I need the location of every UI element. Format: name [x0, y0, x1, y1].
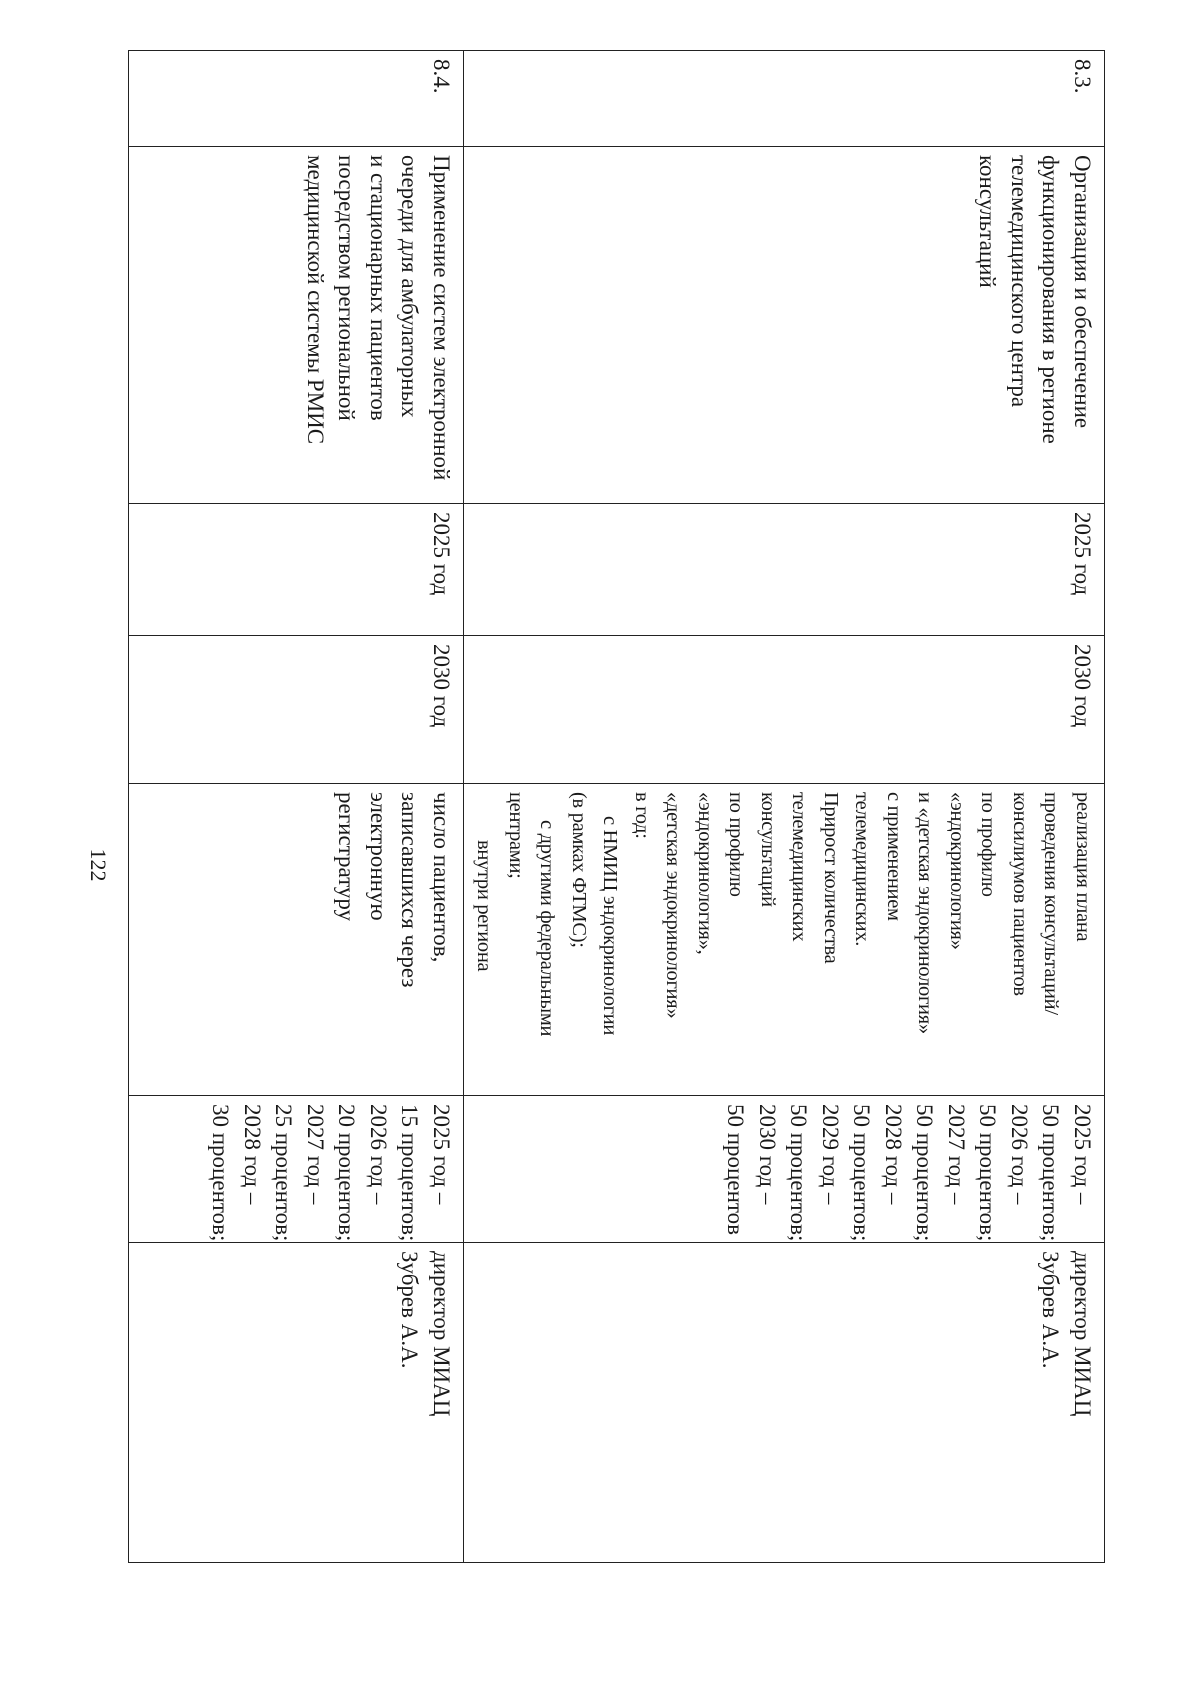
indicator-line: с НМИЦ эндокринологии	[599, 816, 622, 1036]
target-line: 2029 год –	[818, 1104, 843, 1205]
responsible-cell	[464, 1243, 1105, 1563]
row-number	[129, 51, 464, 147]
target-line: 50 процентов;	[849, 1104, 875, 1242]
target-line: 2030 год –	[755, 1104, 780, 1205]
indicator-line: по профилю	[977, 792, 1000, 897]
responsible-line: директор МИАЦ	[1070, 1251, 1095, 1417]
indicator-line: в год:	[631, 792, 653, 839]
target-line: 50 процентов;	[1038, 1104, 1064, 1242]
indicator-line: внутри региона	[473, 840, 496, 972]
responsible-line: Зубрев А.А.	[397, 1251, 423, 1369]
target-line: 50 процентов;	[786, 1104, 812, 1242]
indicator-line: с применением	[883, 792, 905, 921]
measure-cell	[129, 147, 464, 504]
table-row	[129, 51, 464, 1563]
target-line: 2028 год –	[240, 1104, 265, 1205]
indicator-line: телемедицинских	[788, 792, 811, 942]
target-line: 2026 год –	[366, 1104, 391, 1205]
table-row	[464, 51, 1105, 1563]
indicator-line: «эндокринология»,	[694, 792, 716, 955]
target-line: 15 процентов;	[397, 1104, 423, 1242]
measures-table	[128, 50, 1105, 1563]
indicator-line: консультаций	[757, 792, 779, 907]
document-table-container	[175, 50, 1105, 1562]
indicator-line: регистратуру	[334, 792, 360, 922]
target-line: 2028 год –	[881, 1104, 906, 1205]
indicator-line: «эндокринология»	[946, 792, 968, 950]
target-line: 2026 год –	[1007, 1104, 1032, 1205]
start-year: 2025 год	[429, 512, 454, 596]
end-year: 2030 год	[1070, 644, 1095, 728]
responsible-line: Зубрев А.А.	[1038, 1251, 1064, 1369]
target-line: 30 процентов;	[208, 1104, 234, 1242]
measure-line: очереди для амбулаторных	[397, 155, 423, 418]
measure-line: посредством региональной	[334, 155, 360, 421]
indicator-line: по профилю	[725, 792, 748, 897]
row-number-text: 8.3.	[1070, 59, 1095, 94]
indicator-line: с другими федеральными	[536, 820, 559, 1037]
measure-line: телемедицинского центра	[1007, 155, 1032, 408]
indicator-line: Прирост количества	[820, 792, 842, 964]
target-line: 50 процентов	[723, 1104, 749, 1235]
target-line: 50 процентов;	[912, 1104, 938, 1242]
row-number-text: 8.4.	[429, 59, 454, 94]
target-line: 2027 год –	[944, 1104, 969, 1205]
indicator-cell	[129, 784, 464, 1096]
measure-line: медицинской системы РМИС	[303, 155, 328, 445]
indicator-line: проведения консультаций/	[1040, 792, 1063, 1015]
responsible-line: директор МИАЦ	[429, 1251, 454, 1417]
target-line: 2025 год –	[1070, 1104, 1095, 1205]
start-year-cell	[129, 504, 464, 636]
target-line: 50 процентов;	[975, 1104, 1001, 1242]
indicator-line: консилиумов пациентов	[1009, 792, 1031, 996]
measure-line: Организация и обеспечение	[1070, 155, 1095, 429]
responsible-cell	[129, 1243, 464, 1563]
start-year: 2025 год	[1070, 512, 1095, 596]
indicator-line: число пациентов,	[429, 792, 454, 963]
target-line: 2025 год –	[429, 1104, 454, 1205]
target-line: 2027 год –	[303, 1104, 328, 1205]
row-number	[464, 51, 1105, 147]
measure-cell	[464, 147, 1105, 504]
targets-cell	[464, 1096, 1105, 1243]
indicator-cell	[464, 784, 1105, 1096]
end-year-cell	[464, 636, 1105, 784]
page-number: 122	[86, 848, 111, 882]
indicator-line: телемедицинских.	[851, 792, 874, 947]
indicator-line: «детская эндокринология»	[662, 792, 685, 1019]
indicator-line: и «детская эндокринология»	[914, 792, 937, 1034]
measure-line: Применение систем электронной	[429, 155, 454, 481]
end-year: 2030 год	[429, 644, 454, 728]
measure-line: функционирования в регионе	[1038, 155, 1064, 444]
target-line: 25 процентов;	[271, 1104, 297, 1242]
targets-cell	[129, 1096, 464, 1243]
indicator-line: реализация плана	[1072, 792, 1094, 942]
indicator-line: электронную	[366, 792, 391, 921]
measure-line: консультаций	[975, 155, 1001, 288]
indicator-line: (в рамках ФТМС);	[568, 792, 590, 948]
indicator-line: центрами;	[505, 792, 527, 879]
start-year-cell	[464, 504, 1105, 636]
end-year-cell	[129, 636, 464, 784]
indicator-line: записавшихся через	[397, 792, 423, 988]
target-line: 20 процентов;	[334, 1104, 360, 1242]
measure-line: и стационарных пациентов	[366, 155, 391, 421]
